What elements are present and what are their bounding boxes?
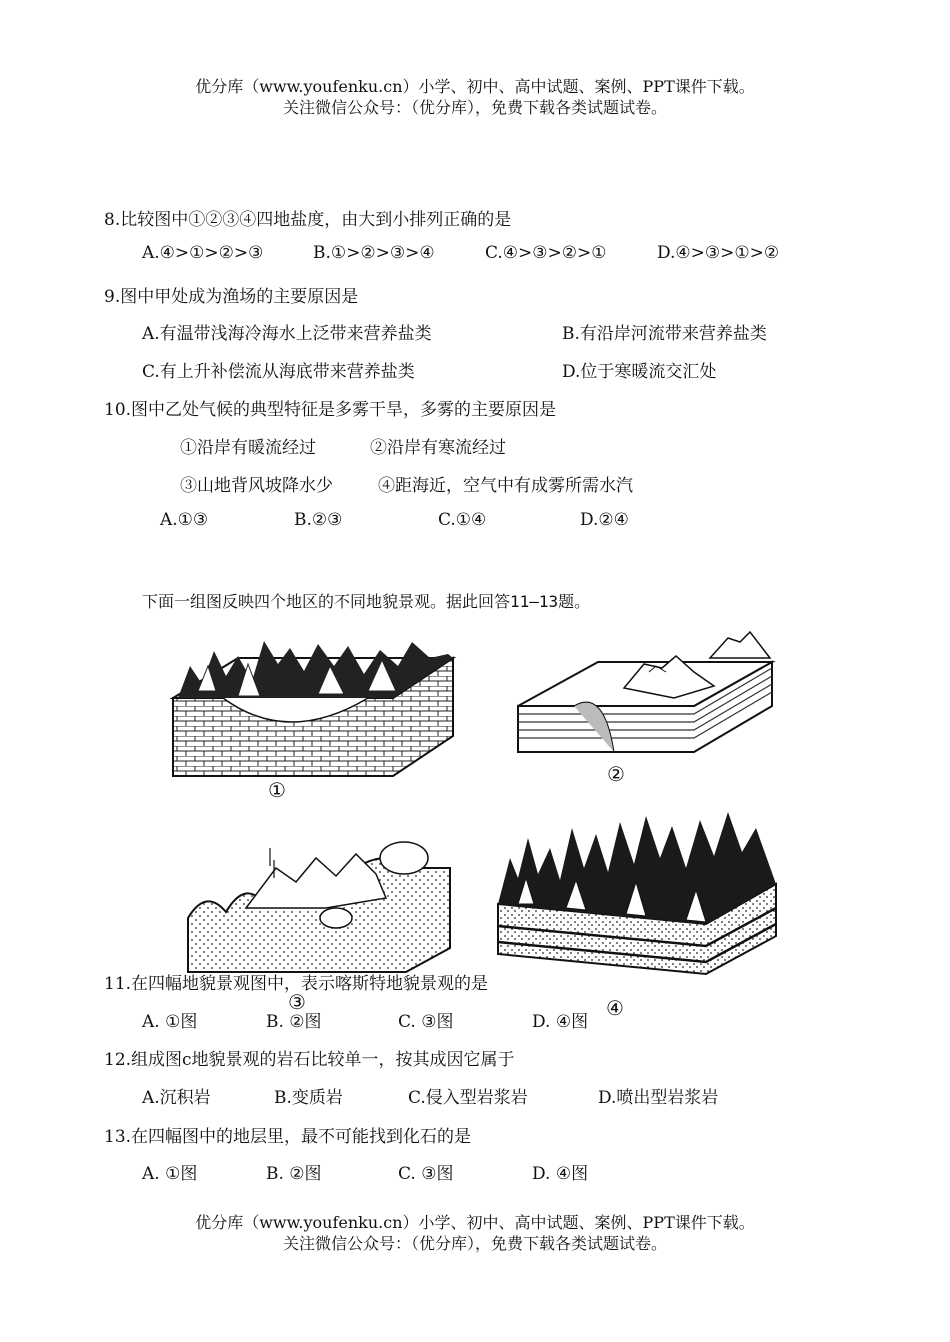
q8-option-d: D.④>③>①>② xyxy=(657,243,780,263)
header-line-2: 关注微信公众号：（优分库），免费下载各类试题试卷。 xyxy=(282,98,667,117)
q9-option-d: D.位于寒暖流交汇处 xyxy=(562,362,717,382)
q13-option-c: C. ③图 xyxy=(398,1164,454,1184)
q10-item-2: ②沿岸有寒流经过 xyxy=(370,438,506,458)
q10-item-1: ①沿岸有暖流经过 xyxy=(180,438,316,458)
figure-label-4: ④ xyxy=(606,996,624,1020)
q11-option-d: D. ④图 xyxy=(532,1012,589,1032)
question-8-stem: 8.比较图中①②③④四地盐度，由大到小排列正确的是 xyxy=(104,210,512,230)
q12-option-b: B.变质岩 xyxy=(274,1088,343,1108)
header-line-1: 优分库（www.youfenku.cn）小学、初中、高中试题、案例、PPT课件下载。 xyxy=(195,77,755,96)
figure-label-3: ③ xyxy=(288,990,306,1014)
q10-option-a: A.①③ xyxy=(160,510,209,530)
q10-item-3: ③山地背风坡降水少 xyxy=(180,476,333,496)
q9-option-b: B.有沿岸河流带来营养盐类 xyxy=(562,324,767,344)
q11-option-b: B. ②图 xyxy=(266,1012,322,1032)
figure-1-illustration xyxy=(168,636,458,778)
question-11-stem: 11.在四幅地貌景观图中，表示喀斯特地貌景观的是 xyxy=(104,974,489,994)
figure-label-2: ② xyxy=(607,762,625,786)
question-13-stem: 13.在四幅图中的地层里，最不可能找到化石的是 xyxy=(104,1127,472,1147)
question-12-stem: 12.组成图c地貌景观的岩石比较单一，按其成因它属于 xyxy=(104,1050,515,1070)
q8-option-b: B.①>②>③>④ xyxy=(313,243,435,263)
q13-option-b: B. ②图 xyxy=(266,1164,322,1184)
q8-option-c: C.④>③>②>① xyxy=(485,243,607,263)
figure-label-1: ① xyxy=(268,778,286,802)
q12-option-d: D.喷出型岩浆岩 xyxy=(598,1088,719,1108)
q9-option-c: C.有上升补偿流从海底带来营养盐类 xyxy=(142,362,415,382)
section-intro: 下面一组图反映四个地区的不同地貌景观。据此回答11—13题。 xyxy=(142,592,591,611)
q10-option-b: B.②③ xyxy=(294,510,343,530)
q12-option-c: C.侵入型岩浆岩 xyxy=(408,1088,528,1108)
figure-2-illustration xyxy=(514,628,776,756)
q9-option-a: A.有温带浅海冷海水上泛带来营养盐类 xyxy=(142,324,432,344)
q11-option-a: A. ①图 xyxy=(142,1012,198,1032)
q13-option-d: D. ④图 xyxy=(532,1164,589,1184)
footer-line-1: 优分库（www.youfenku.cn）小学、初中、高中试题、案例、PPT课件下载。 xyxy=(195,1213,755,1232)
question-10-stem: 10.图中乙处气候的典型特征是多雾干旱，多雾的主要原因是 xyxy=(104,400,557,420)
q10-item-4: ④距海近，空气中有成雾所需水汽 xyxy=(378,476,633,496)
q10-option-c: C.①④ xyxy=(438,510,487,530)
question-9-stem: 9.图中甲处成为渔场的主要原因是 xyxy=(104,287,359,307)
figure-4-illustration xyxy=(496,808,778,976)
footer-line-2: 关注微信公众号：（优分库），免费下载各类试题试卷。 xyxy=(282,1234,667,1253)
q13-option-a: A. ①图 xyxy=(142,1164,198,1184)
q11-option-c: C. ③图 xyxy=(398,1012,454,1032)
q8-option-a: A.④>①>②>③ xyxy=(142,243,264,263)
q10-option-d: D.②④ xyxy=(580,510,629,530)
q12-option-a: A.沉积岩 xyxy=(142,1088,211,1108)
figure-3-illustration xyxy=(186,838,452,974)
